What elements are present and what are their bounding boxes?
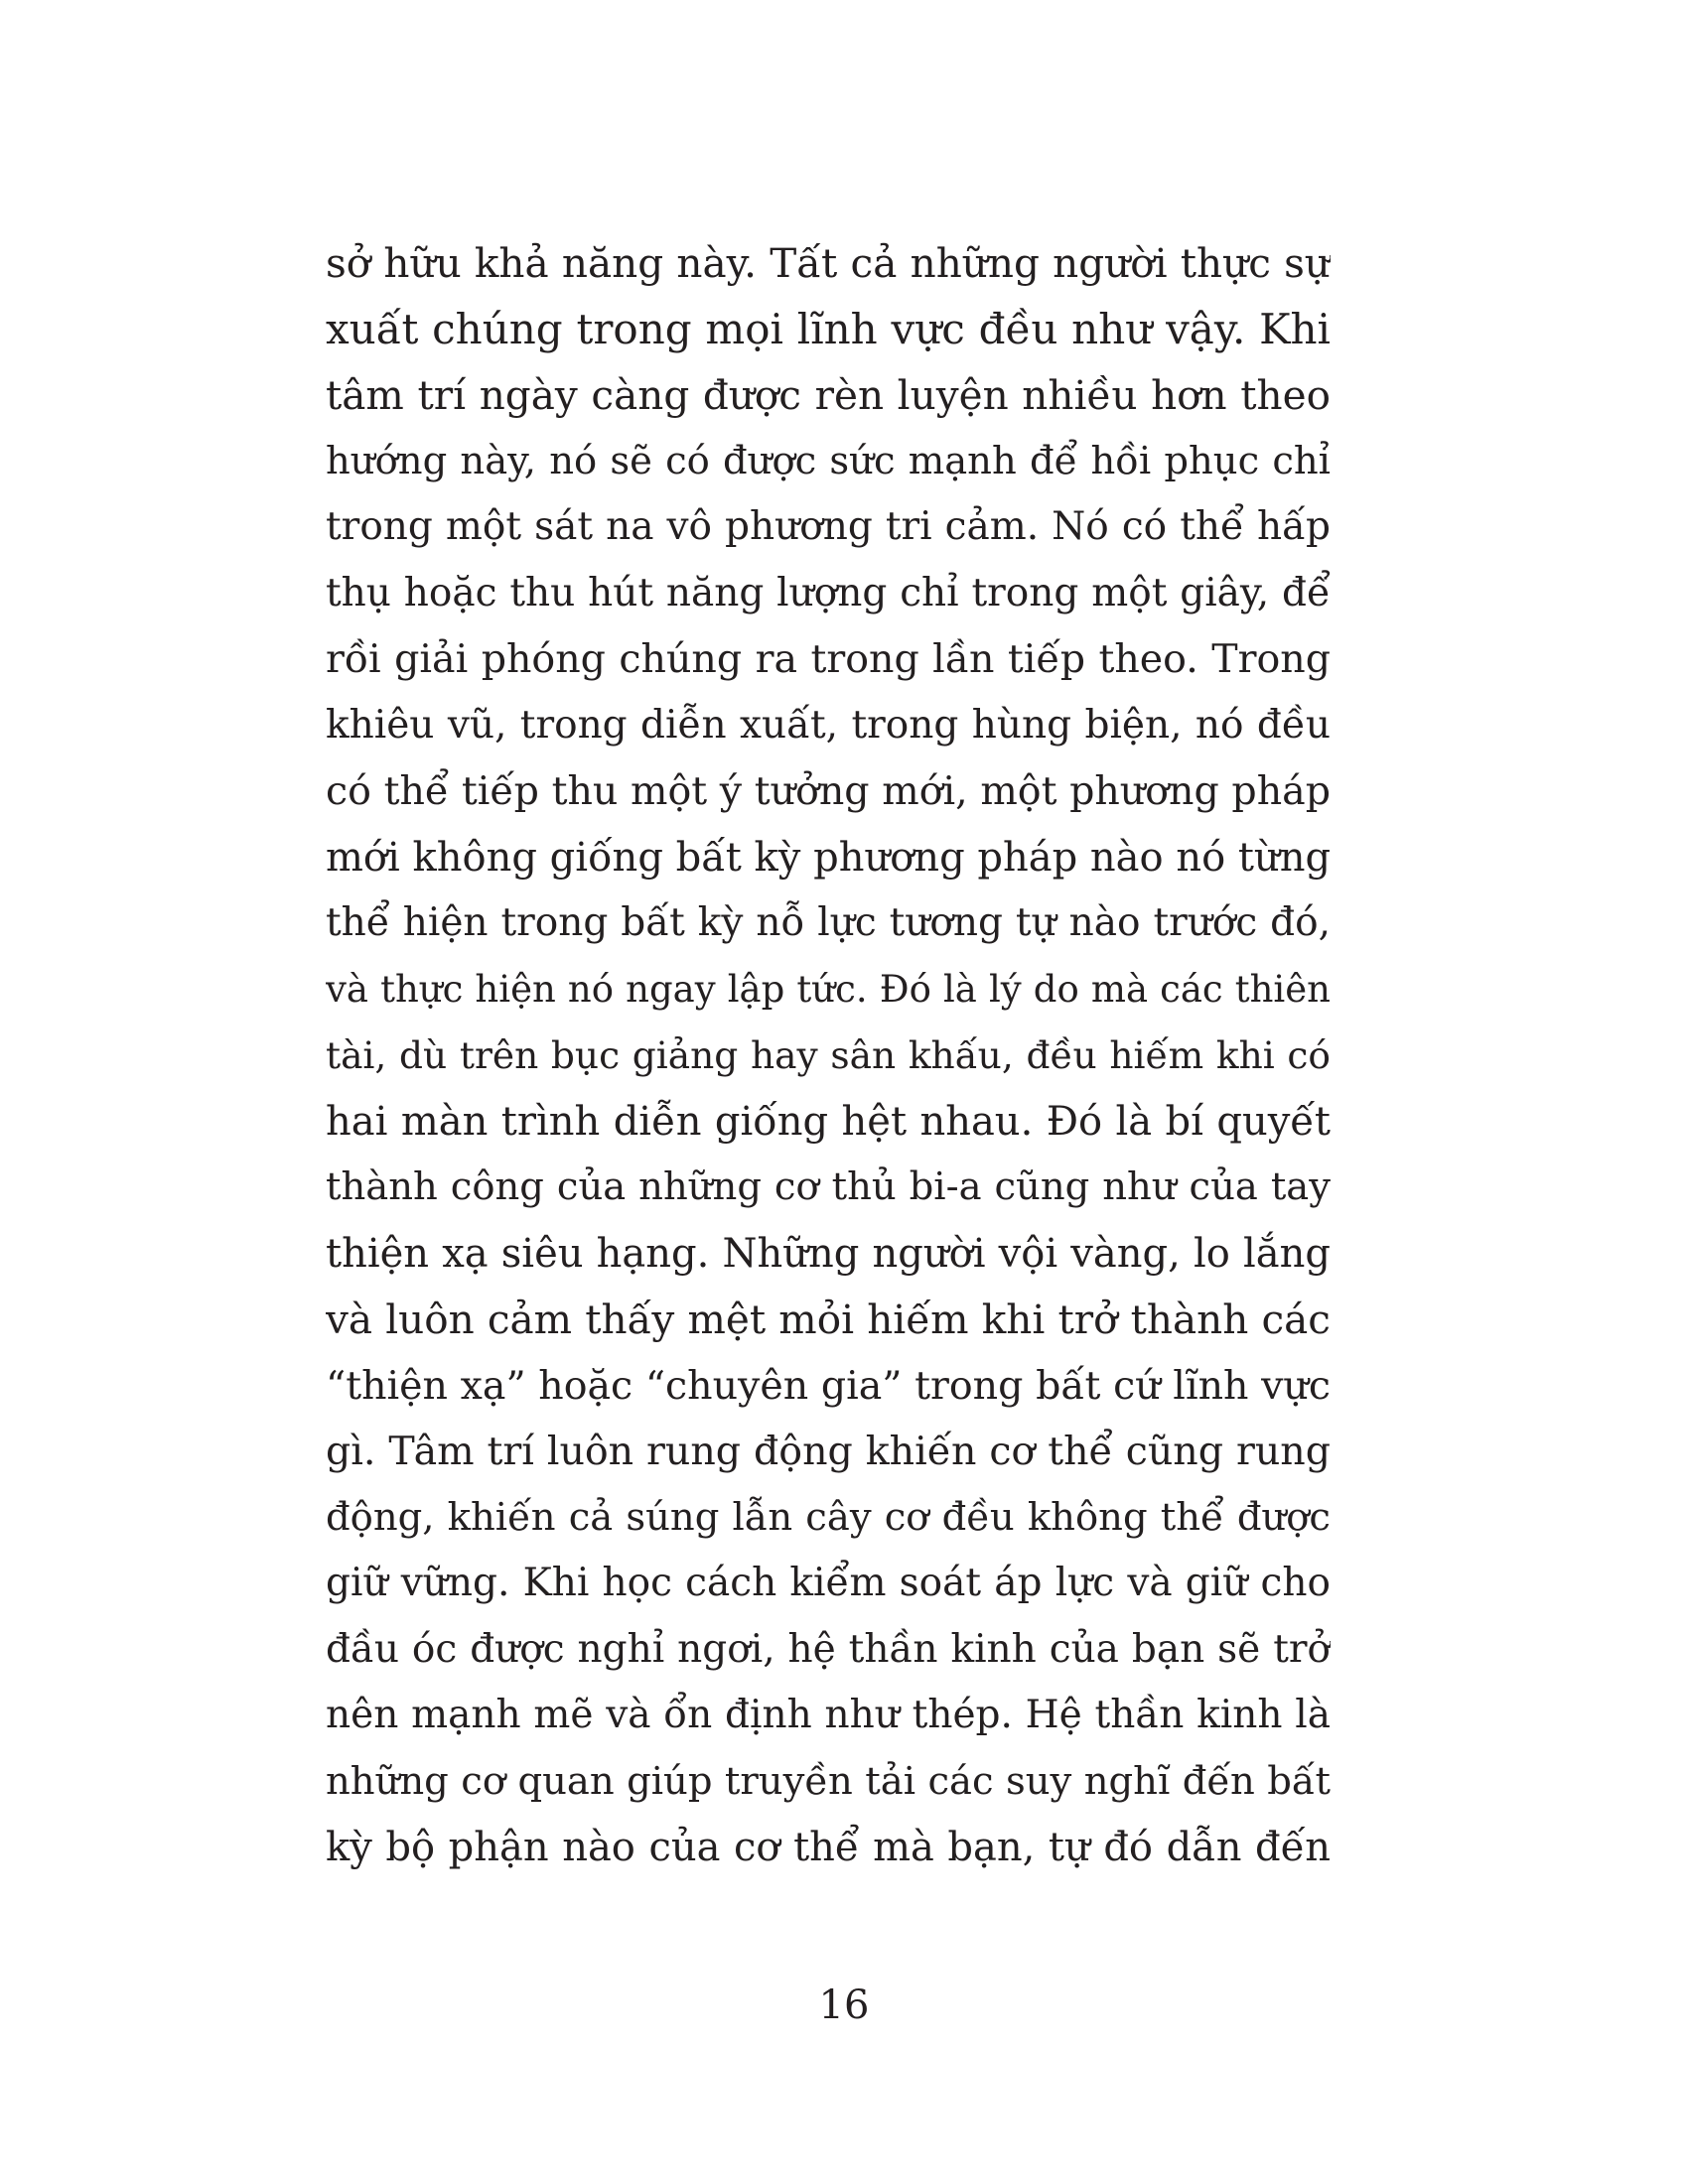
text-line: giữ vững. Khi học cách kiểm soát áp lực và giữ cho xyxy=(326,1561,1331,1605)
text-line: xuất chúng trong mọi lĩnh vực đều như vậy. Khi xyxy=(326,304,1331,353)
text-line: mới không giống bất kỳ phương pháp nào nó từng xyxy=(326,834,1331,881)
text-line: những cơ quan giúp truyền tải các suy nghĩ đến bất xyxy=(326,1758,1331,1804)
text-line: trong một sát na vô phương tri cảm. Nó có thể hấp xyxy=(326,504,1331,549)
text-line: kỳ bộ phận nào của cơ thể mà bạn, tự đó dẫn đến xyxy=(326,1825,1331,1870)
text-line: thành công của những cơ thủ bi-a cũng như của tay xyxy=(326,1164,1331,1209)
text-line: tâm trí ngày càng được rèn luyện nhiều hơn theo xyxy=(326,371,1331,419)
text-line: động, khiến cả súng lẫn cây cơ đều không thể được xyxy=(326,1494,1331,1540)
text-line: tài, dù trên bục giảng hay sân khấu, đều hiếm khi có xyxy=(326,1033,1331,1077)
text-line: đầu óc được nghỉ ngơi, hệ thần kinh của bạn sẽ trở xyxy=(326,1626,1331,1672)
text-line: “thiện xạ” hoặc “chuyên gia” trong bất cứ lĩnh vực xyxy=(326,1362,1331,1409)
text-line: hướng này, nó sẽ có được sức mạnh để hồi phục chỉ xyxy=(326,438,1331,483)
text-line: sở hữu khả năng này. Tất cả những người thực sự xyxy=(326,239,1331,287)
text-line: rồi giải phóng chúng ra trong lần tiếp theo. Trong xyxy=(326,636,1331,682)
body-text xyxy=(326,230,1331,1881)
text-line: thụ hoặc thu hút năng lượng chỉ trong một giây, để xyxy=(326,570,1331,615)
text-line: thiện xạ siêu hạng. Những người vội vàng, lo lắng xyxy=(326,1230,1331,1277)
text-line: hai màn trình diễn giống hệt nhau. Đó là bí quyết xyxy=(326,1098,1331,1145)
text-line: khiêu vũ, trong diễn xuất, trong hùng biện, nó đều xyxy=(326,702,1331,748)
page-number: 16 xyxy=(818,1982,870,2028)
text-line: có thể tiếp thu một ý tưởng mới, một phương pháp xyxy=(326,768,1331,814)
text-line: gì. Tâm trí luôn rung động khiến cơ thể cũng rung xyxy=(326,1429,1331,1474)
text-line: và thực hiện nó ngay lập tức. Đó là lý do mà các thiên xyxy=(326,967,1331,1011)
text-line: và luôn cảm thấy mệt mỏi hiếm khi trở thành các xyxy=(326,1296,1331,1343)
text-line: nên mạnh mẽ và ổn định như thép. Hệ thần kinh là xyxy=(326,1693,1331,1737)
text-line: thể hiện trong bất kỳ nỗ lực tương tự nào trước đó, xyxy=(326,900,1331,945)
